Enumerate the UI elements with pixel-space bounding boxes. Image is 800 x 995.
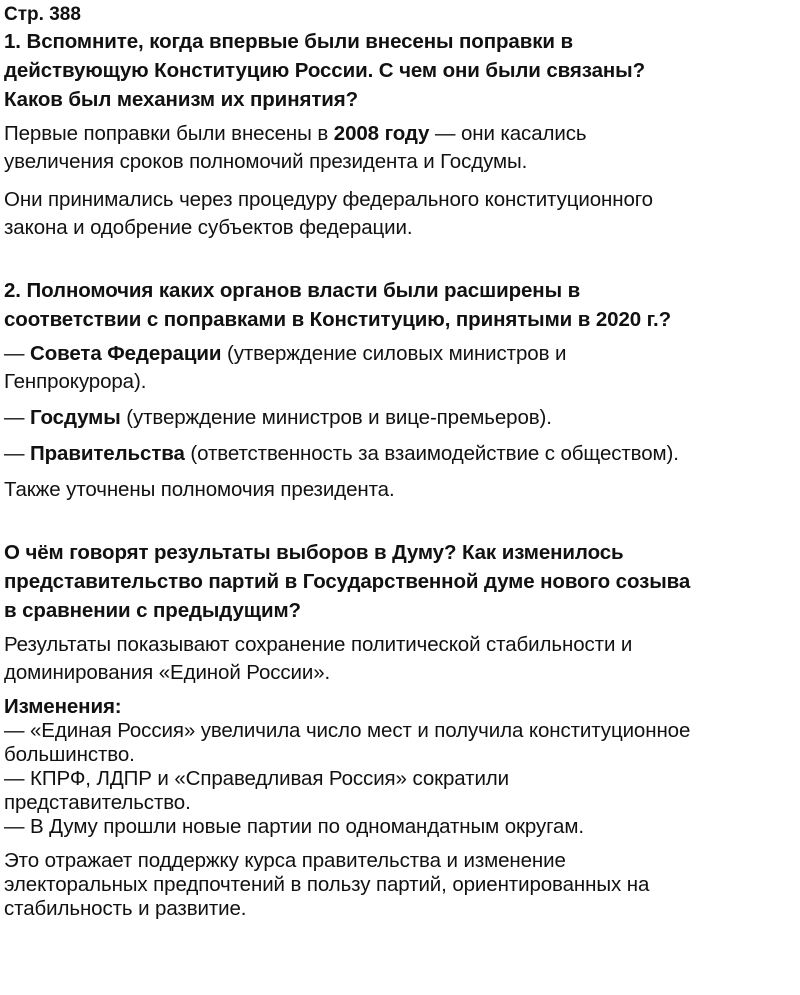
- changes-heading: Изменения:: [4, 695, 122, 718]
- answer-3-conclusion: Это отражает поддержку курса правительства и изменение электоральных предпочтений в пользу партий, ориентированных на стабильность и развитие.: [4, 849, 650, 920]
- page-content: [4, 0, 800, 921]
- question-2: 2. Полномочия каких органов власти были расширены в соответствии с поправками в Конституцию, принятыми в 2020 г.?: [4, 279, 672, 331]
- list-item: — Госдумы (утверждение министров и вице-премьеров).: [4, 406, 552, 429]
- list-item: — «Единая Россия» увеличила число мест и получила конституционное большинство.: [4, 719, 691, 766]
- answer-3-paragraph-1: Результаты показывают сохранение политической стабильности и доминирования «Единой России».: [4, 633, 633, 684]
- question-3: О чём говорят результаты выборов в Думу? Как изменилось представительство партий в Государственной думе нового созыва в сравнении с предыдущим?: [4, 541, 691, 622]
- list-item: — Правительства (ответственность за взаимодействие с обществом).: [4, 442, 679, 465]
- question-1: 1. Вспомните, когда впервые были внесены поправки в действующую Конституцию России. С чем они были связаны? Каков был механизм их принятия?: [4, 30, 646, 111]
- page-number: Стр. 388: [4, 4, 81, 25]
- answer-1-paragraph-1: Первые поправки были внесены в 2008 году — они касались увеличения сроков полномочий президента и Госдумы.: [4, 122, 587, 173]
- list-item: — В Думу прошли новые партии по одномандатным округам.: [4, 815, 584, 838]
- list-item: — Совета Федерации (утверждение силовых министров и Генпрокурора).: [4, 342, 567, 393]
- answer-2-note: Также уточнены полномочия президента.: [4, 478, 395, 501]
- list-item: — КПРФ, ЛДПР и «Справедливая Россия» сократили представительство.: [4, 767, 510, 814]
- answer-1-paragraph-2: Они принимались через процедуру федерального конституционного закона и одобрение субъектов федерации.: [4, 188, 653, 239]
- highlight-year: 2008 году: [333, 122, 430, 145]
